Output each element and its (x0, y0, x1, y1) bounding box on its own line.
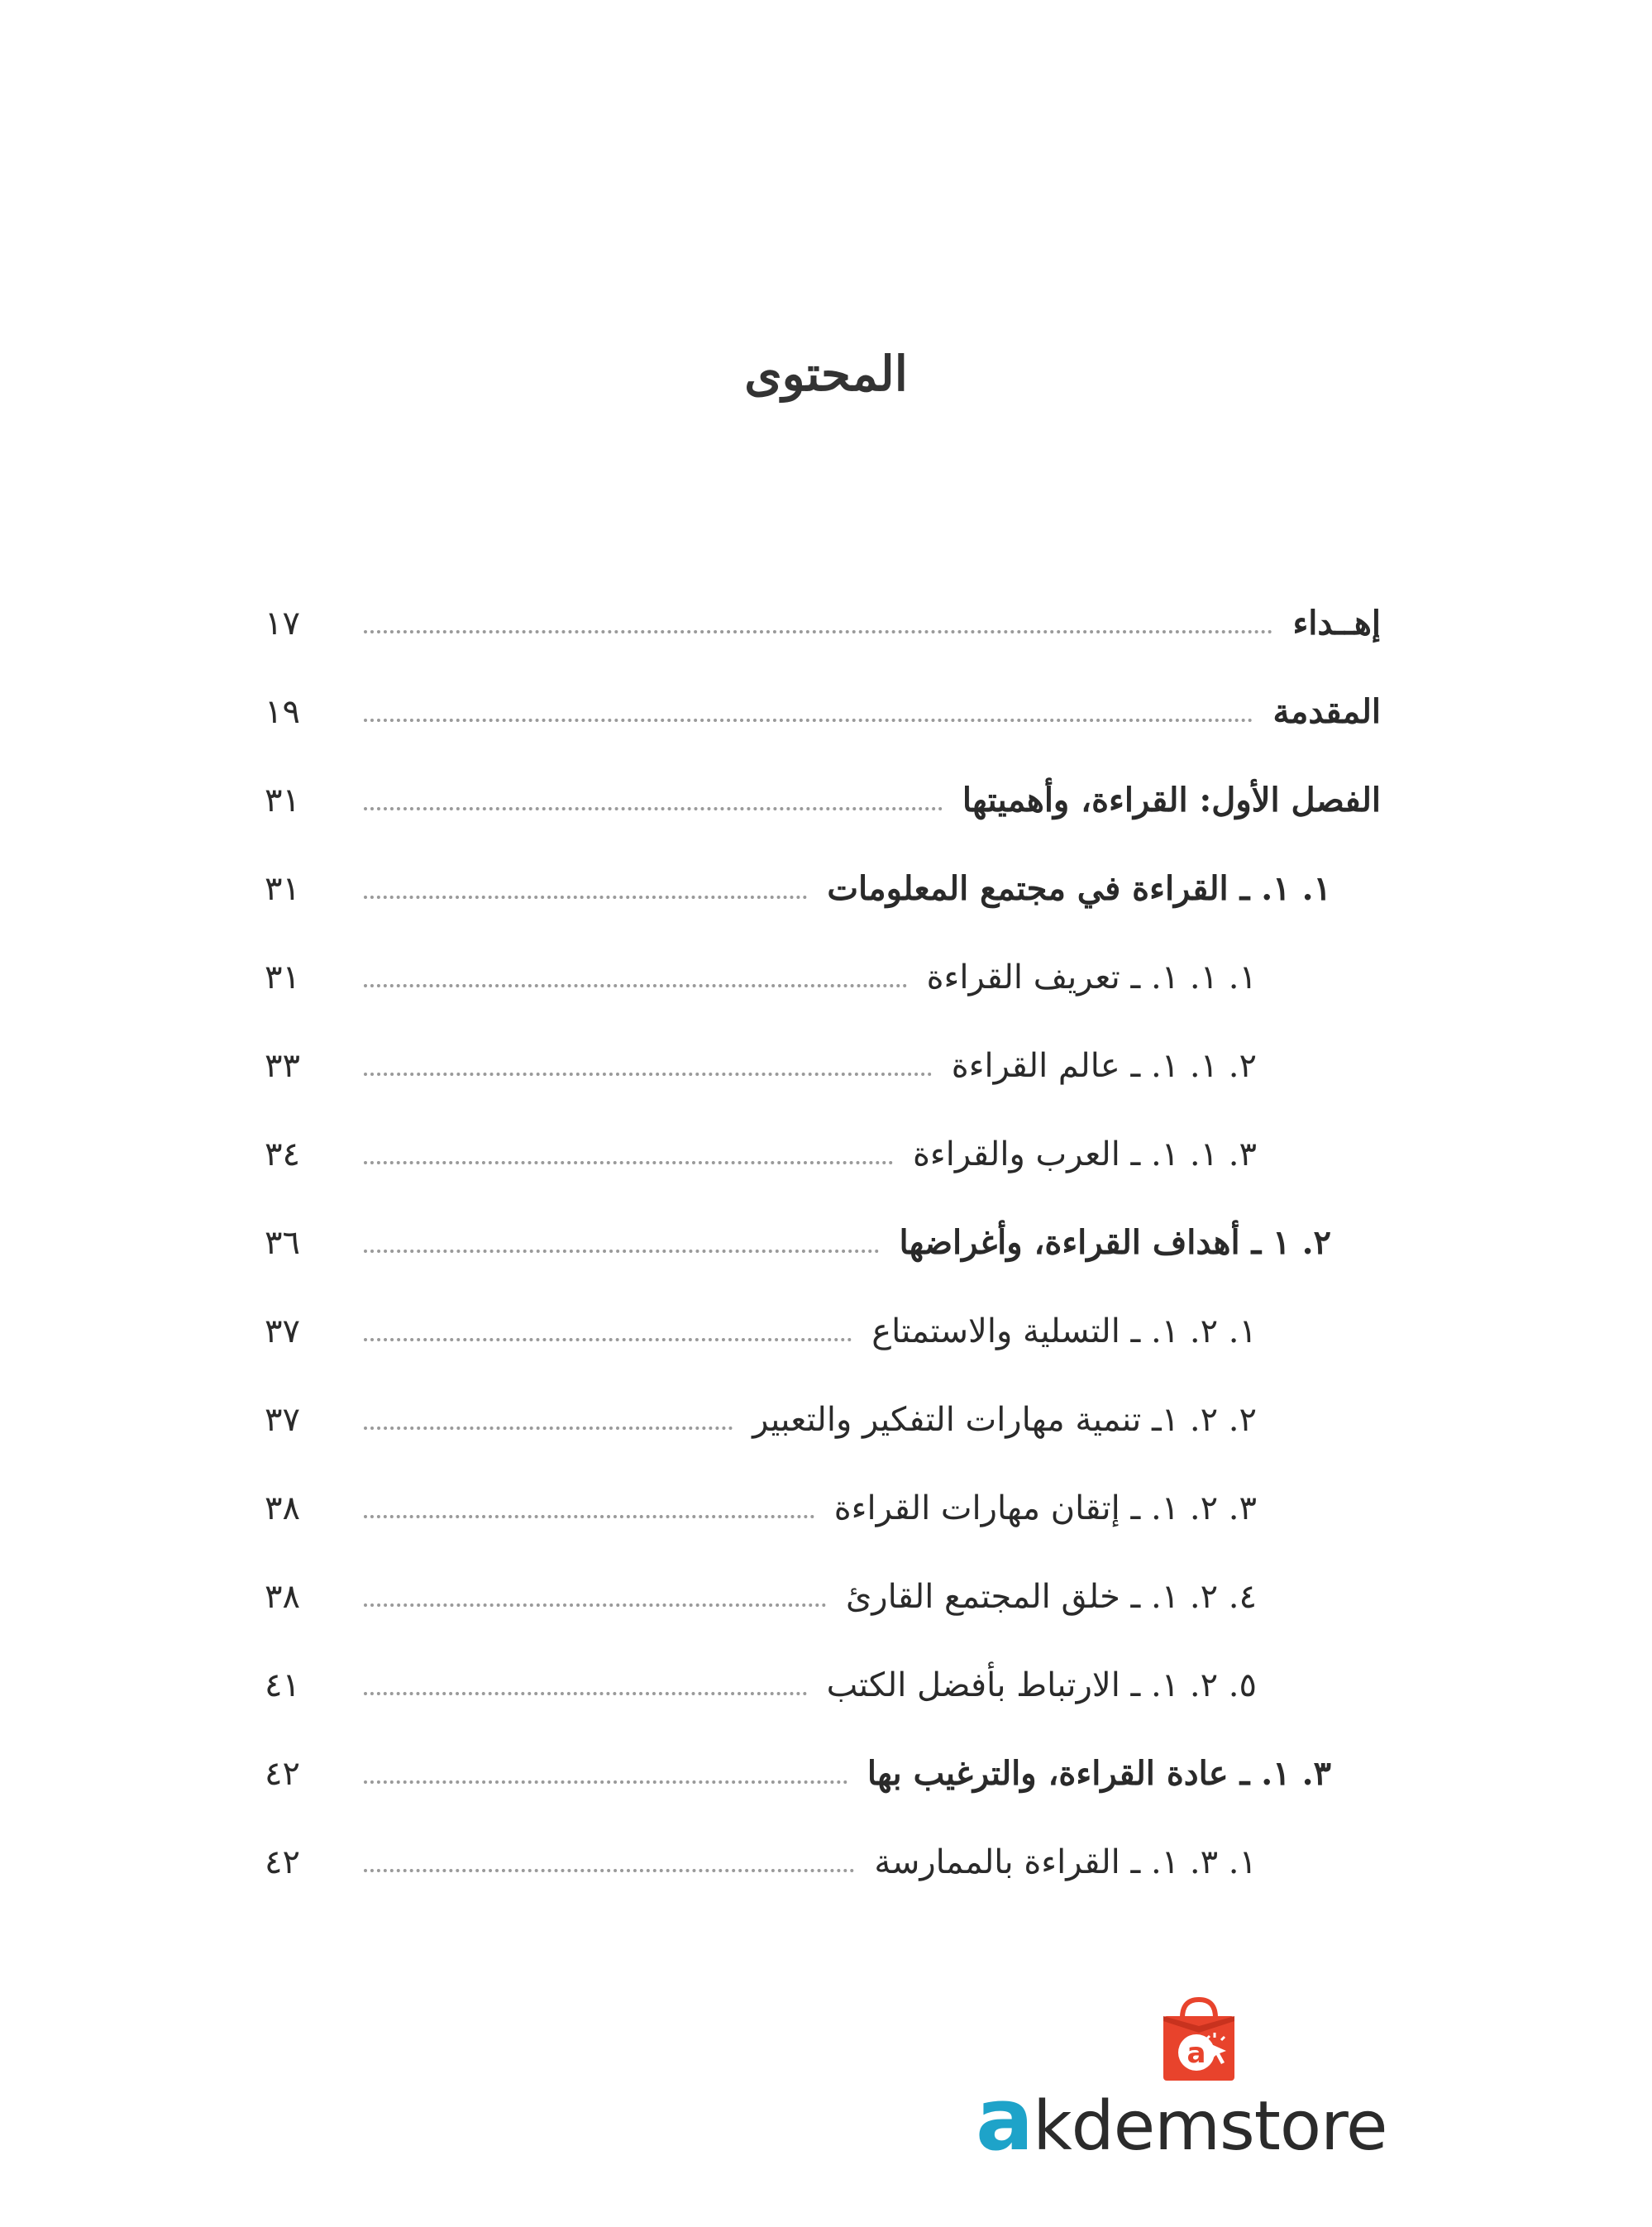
toc-entry-label: ١. ٢. ١. ـ التسلية والاستمتاع (871, 1312, 1257, 1350)
toc-entry-page: ٣١ (265, 958, 300, 996)
toc-entry-page: ٣١ (265, 869, 300, 908)
toc-entry (265, 1198, 1381, 1287)
toc-entry-label: ٢. ١. ١. ـ عالم القراءة (951, 1046, 1257, 1085)
table-of-contents (265, 579, 1381, 1906)
toc-entry (265, 1641, 1381, 1729)
toc-entry-page: ٤٢ (265, 1754, 300, 1793)
dot-leader (364, 1780, 847, 1784)
toc-entry-label: ٣. ٢. ١. ـ إتقان مهارات القراءة (833, 1489, 1257, 1527)
watermark-logo (976, 1993, 1422, 2170)
toc-entry-page: ٣٨ (265, 1577, 300, 1616)
logo-first-letter: a (976, 2069, 1034, 2170)
dot-leader (364, 1869, 854, 1872)
toc-entry-page: ٤١ (265, 1665, 300, 1704)
toc-entry (265, 1375, 1381, 1464)
toc-entry-label: ١. ٣. ١. ـ القراءة بالممارسة (874, 1842, 1257, 1881)
logo-bag-letter: a (1186, 2037, 1206, 2070)
toc-entry-page: ٣٧ (265, 1312, 300, 1350)
toc-entry-label: ٢. ٢. ١ـ تنمية مهارات التفكير والتعبير (752, 1400, 1257, 1439)
toc-entry (265, 1729, 1381, 1818)
page-title: المحتوى (744, 346, 908, 402)
toc-entry (265, 1552, 1381, 1641)
toc-entry-page: ٣٦ (265, 1223, 300, 1262)
toc-entry-page: ٣٣ (265, 1046, 300, 1085)
toc-entry-label: ٣. ١. ـ عادة القراءة، والترغيب بها (867, 1754, 1331, 1793)
dot-leader (364, 1073, 932, 1076)
dot-leader (364, 1603, 826, 1607)
dot-leader (364, 1515, 814, 1518)
toc-entry-label: ٤. ٢. ١. ـ خلق المجتمع القارئ (845, 1577, 1257, 1616)
dot-leader (364, 1250, 879, 1253)
dot-leader (364, 1427, 733, 1430)
toc-entry (265, 579, 1381, 667)
toc-entry-label: الفصل الأول: القراءة، وأهميتها (962, 781, 1381, 820)
toc-entry-label: المقدمة (1272, 692, 1381, 731)
toc-entry (265, 933, 1381, 1021)
dot-leader (364, 896, 807, 899)
toc-entry-page: ٣٤ (265, 1135, 300, 1173)
dot-leader (364, 1338, 852, 1341)
toc-entry-label: ٥. ٢. ١. ـ الارتباط بأفضل الكتب (826, 1665, 1257, 1704)
toc-entry (265, 1818, 1381, 1906)
toc-entry-page: ٤٢ (265, 1842, 300, 1881)
toc-entry-page: ٣٧ (265, 1400, 300, 1439)
dot-leader (364, 630, 1272, 633)
toc-entry-page: ١٧ (265, 604, 300, 643)
toc-entry-label: ٢. ١ ـ أهداف القراءة، وأغراضها (899, 1223, 1331, 1262)
logo-wordmark (976, 2069, 1422, 2170)
logo-rest: kdemstore (1033, 2087, 1387, 2166)
toc-entry-page: ٣١ (265, 781, 300, 820)
toc-entry-label: ١. ١. ـ القراءة في مجتمع المعلومات (827, 869, 1331, 908)
toc-entry (265, 1287, 1381, 1375)
dot-leader (364, 719, 1253, 722)
toc-entry (265, 756, 1381, 844)
toc-entry-label: ١. ١. ١. ـ تعريف القراءة (926, 958, 1257, 996)
toc-entry (265, 667, 1381, 756)
toc-entry-label: إهــداء (1292, 604, 1381, 643)
dot-leader (364, 1692, 807, 1695)
toc-entry (265, 1110, 1381, 1198)
toc-entry (265, 844, 1381, 933)
toc-entry (265, 1021, 1381, 1110)
dot-leader (364, 984, 907, 987)
dot-leader (364, 807, 943, 810)
toc-entry-label: ٣. ١. ١. ـ العرب والقراءة (912, 1135, 1257, 1173)
dot-leader (364, 1161, 893, 1164)
shopping-bag-icon (1153, 1993, 1244, 2084)
toc-entry-page: ١٩ (265, 692, 300, 731)
toc-entry (265, 1464, 1381, 1552)
toc-entry-page: ٣٨ (265, 1489, 300, 1527)
